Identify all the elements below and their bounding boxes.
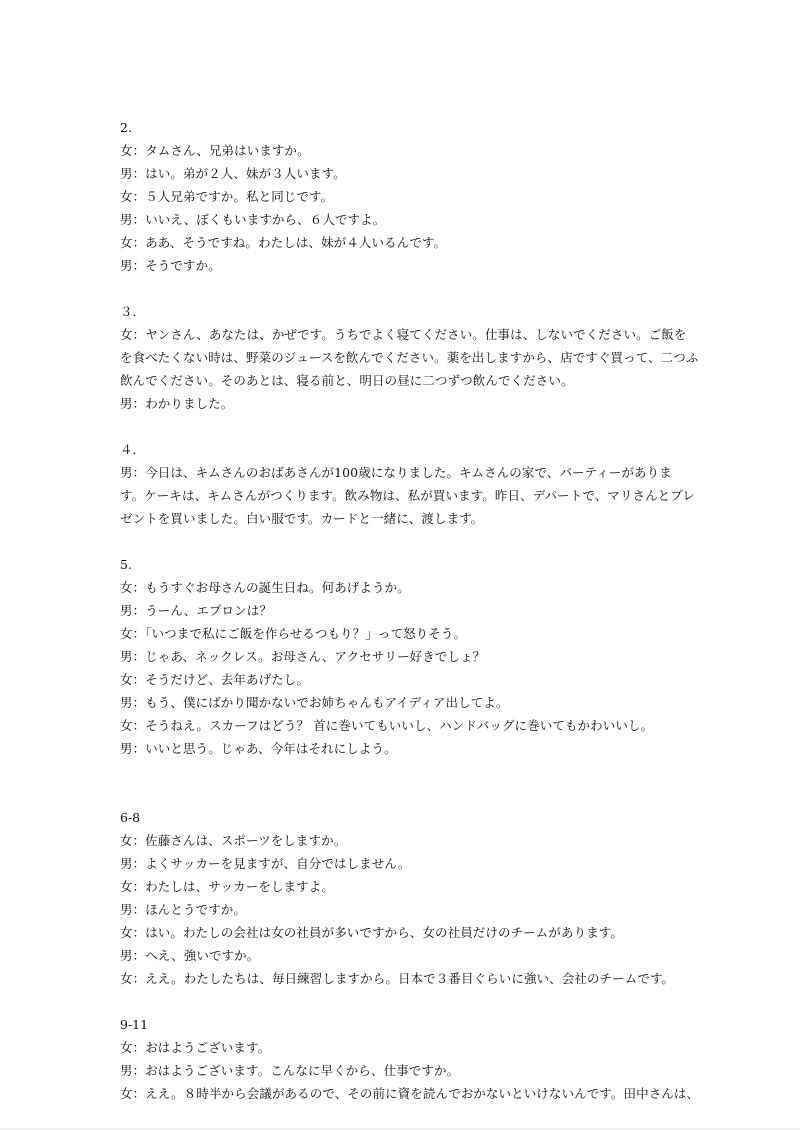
- section-2: [120, 116, 700, 277]
- dialogue-line: 女：ああ、そうですね。わたしは、妹が４人いるんです。: [120, 235, 447, 250]
- spacer: [120, 760, 700, 806]
- dialogue-line: 男：うーん、エプロンは？: [120, 603, 272, 618]
- dialogue-line: 男：じゃあ、ネックレス。お母さん、アクセサリー好きでしょ？: [120, 649, 486, 664]
- dialogue-line: 男：ほんとうですか。: [120, 902, 247, 917]
- dialogue-line: 女：ええ。８時半から会議があるので、その前に資を読んでおかないといけないんです。田中さんは、: [120, 1086, 700, 1101]
- section-6-8: [120, 806, 700, 990]
- dialogue-line: 男：いいえ、ぼくもいますから、６人ですよ。: [120, 212, 386, 227]
- spacer: [120, 277, 700, 300]
- spacer: [120, 990, 700, 1013]
- section-4: [120, 438, 700, 530]
- section-number: 9-11: [120, 1017, 149, 1032]
- dialogue-line: 男：おはようございます。こんなに早くから、仕事ですか。: [120, 1063, 460, 1078]
- transcript-content: [120, 116, 700, 1105]
- dialogue-line: 女：はい。わたしの会社は女の社員が多いですから、女の社員だけのチームがあります。: [120, 925, 624, 940]
- dialogue-line: 男：もう、僕にばかり聞かないでお姉ちゃんもアイディア出してよ。: [120, 695, 509, 710]
- dialogue-line: 女：わたしは、サッカーをしますよ。: [120, 879, 334, 894]
- dialogue-line: 男：いいと思う。じゃあ、今年はそれにしよう。: [120, 741, 397, 756]
- dialogue-line: す。ケーキは、キムさんがつくります。飲み物は、私が買います。昨日、デパートで、マリさんとプレ: [120, 488, 695, 503]
- dialogue-line: を食べたくない時は、野菜のジュースを飲んでください。薬を出しますから、店ですぐ買って、二つふ: [120, 350, 699, 365]
- spacer: [120, 530, 700, 553]
- dialogue-line: 男：今日は、キムさんのおばあさんが100歳になりました。キムさんの家で、パーティーがありま: [120, 465, 672, 480]
- section-5: [120, 553, 700, 760]
- dialogue-line: 女：ええ。わたしたちは、毎日練習しますから。日本で３番目ぐらいに強い、会社のチームです。: [120, 971, 675, 986]
- section-number: 5.: [120, 557, 132, 572]
- section-number: ４．: [120, 442, 146, 457]
- dialogue-line: 女：そうだけど、去年あげたし。: [120, 672, 310, 687]
- section-number: 2.: [120, 120, 132, 135]
- dialogue-line: 女：おはようございます。: [120, 1040, 271, 1055]
- dialogue-line: 男：そうですか。: [120, 258, 221, 273]
- dialogue-line: 男：はい。弟が２人、妹が３人います。: [120, 166, 346, 181]
- dialogue-line: 男：へえ、強いですか。: [120, 948, 260, 963]
- dialogue-line: 女：もうすぐお母さんの誕生日ね。何あげようか。: [120, 580, 410, 595]
- dialogue-line: 女：「いつまで私にご飯を作らせるつもり？」って怒りそう。: [120, 626, 467, 641]
- section-3: [120, 300, 700, 415]
- dialogue-line: 女：タムさん、兄弟はいますか。: [120, 143, 310, 158]
- dialogue-line: 男：わかりました。: [120, 396, 234, 411]
- dialogue-line: 女：ヤンさん、あなたは、かぜです。うちでよく寝てください。仕事は、しないでください。ご飯を: [120, 327, 687, 342]
- dialogue-line: 飲んでください。そのあとは、寝る前と、明日の昼に二つずつ飲んでください。: [120, 373, 574, 388]
- section-9-11: [120, 1013, 700, 1105]
- section-number: ３．: [120, 304, 146, 319]
- dialogue-line: ゼントを買いました。白い服です。カードと一緒に、渡します。: [120, 511, 484, 526]
- section-number: 6-8: [120, 810, 141, 825]
- dialogue-line: 女：佐藤さんは、スポーツをしますか。: [120, 833, 347, 848]
- dialogue-line: 女：５人兄弟ですか。私と同じです。: [120, 189, 334, 204]
- spacer: [120, 415, 700, 438]
- dialogue-line: 男：よくサッカーを見ますが、自分ではしません。: [120, 856, 411, 871]
- dialogue-line: 女：そうねえ。スカーフはどう？ 首に巻いてもいいし、ハンドバッグに巻いてもかわいいし。: [120, 718, 654, 733]
